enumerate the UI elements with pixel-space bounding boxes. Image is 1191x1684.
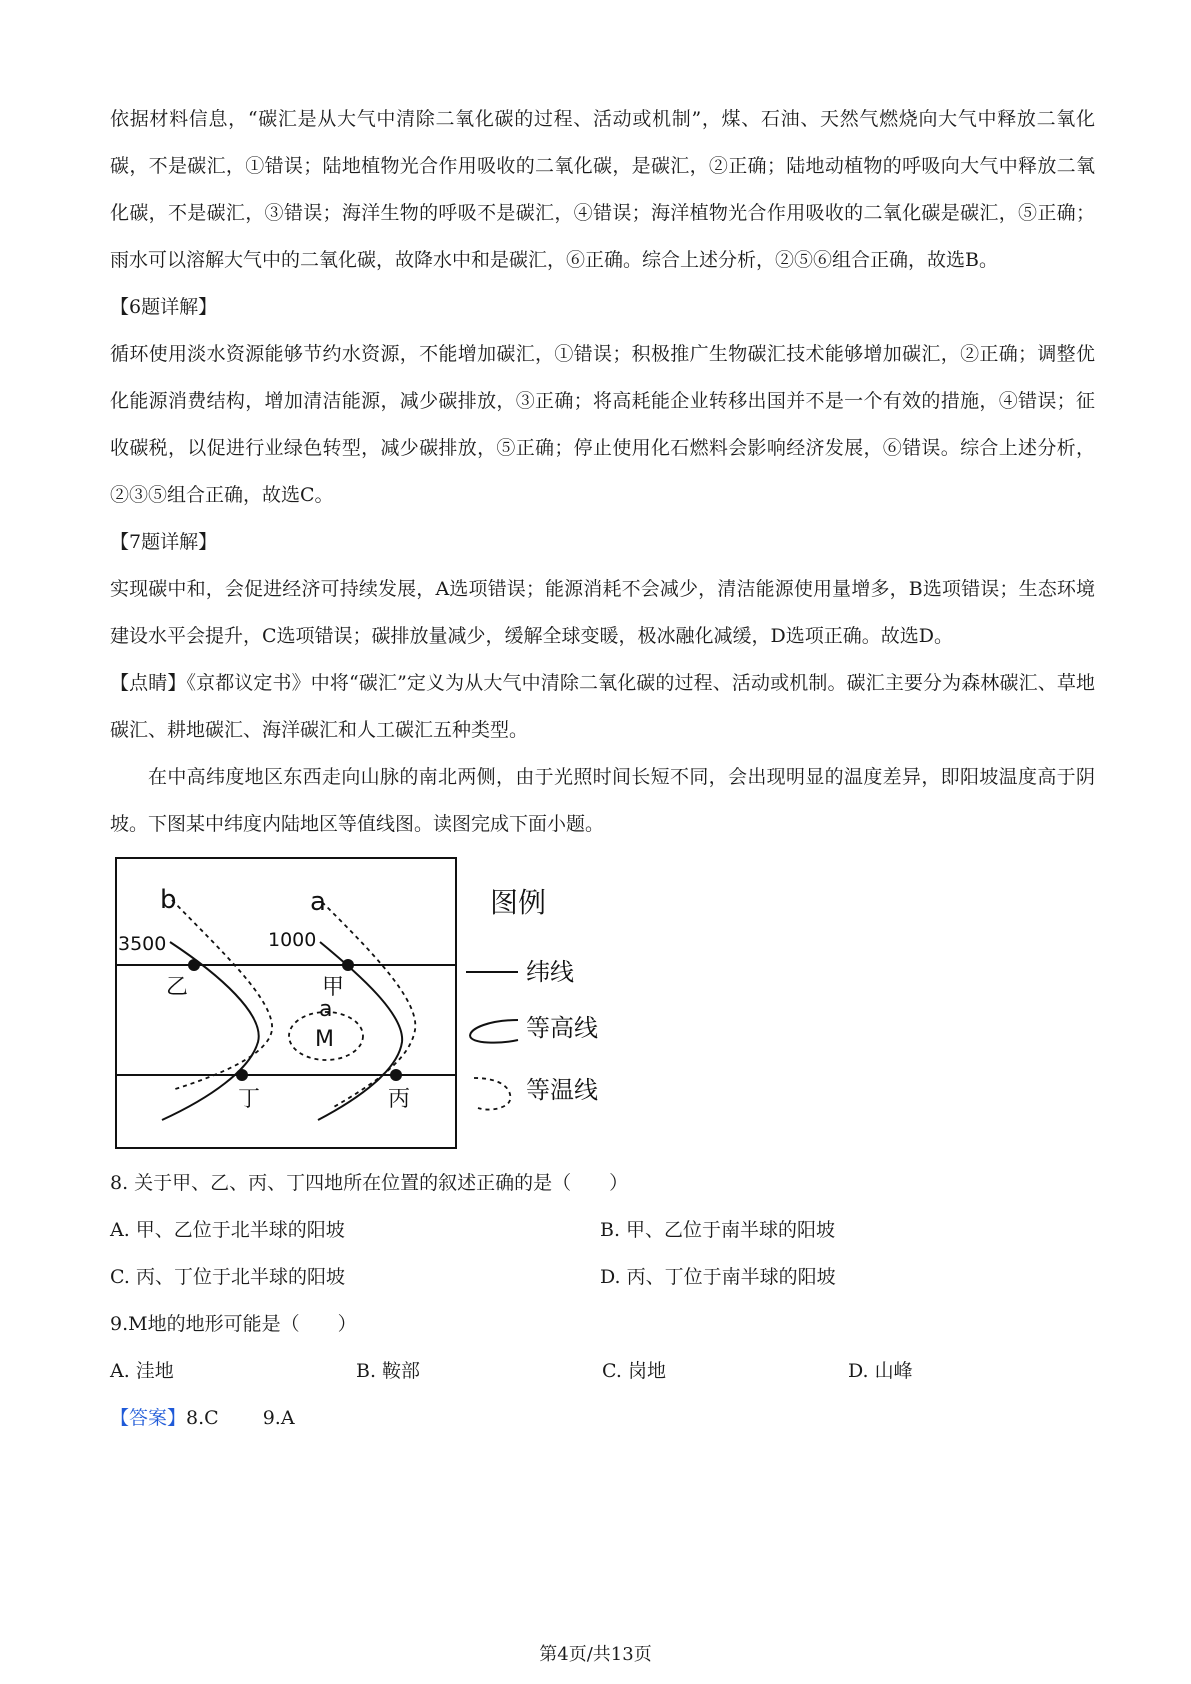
question-9-option-c: C. 岗地 [602, 1360, 666, 1382]
label-M: M [315, 1027, 334, 1052]
explanation-paragraph-7: 实现碳中和，会促进经济可持续发展，A选项错误；能源消耗不会减少，清洁能源使用量增多，B选项错误；生态环境建设水平会提升，C选项错误；碳排放量减少，缓解全球变暖，极冰融化减缓，D选项正确。故选D。 [110, 578, 1095, 647]
point-jia [342, 959, 354, 971]
legend-isotherm-symbol [474, 1078, 510, 1110]
explanation-paragraph-5: 依据材料信息，“碳汇是从大气中清除二氧化碳的过程、活动或机制”，煤、石油、天然气燃烧向大气中释放二氧化碳，不是碳汇，①错误；陆地植物光合作用吸收的二氧化碳，是碳汇，②正确；陆地动植物的呼吸向大气中释放二氧化碳，不是碳汇，③错误；海洋生物的呼吸不是碳汇，④错误；海洋植物光合作用吸收的二氧化碳是碳汇，⑤正确；雨水可以溶解大气中的二氧化碳，故降水中和是碳汇，⑥正确。综合上述分析，②⑤⑥组合正确，故选B。 [110, 108, 1095, 271]
label-3500: 3500 [118, 933, 167, 955]
page-content [110, 96, 1095, 1442]
page-footer: 第4页/共13页 [539, 1644, 652, 1665]
intro-paragraph: 在中高纬度地区东西走向山脉的南北两侧，由于光照时间长短不同，会出现明显的温度差异，即阳坡温度高于阴坡。下图某中纬度内陆地区等值线图。读图完成下面小题。 [110, 766, 1095, 835]
label-b: b [160, 885, 177, 915]
answer-q8: 8.C [186, 1407, 219, 1429]
question-8-options-row-2 [110, 1254, 1095, 1301]
point-yi [188, 959, 200, 971]
label-bing: 丙 [388, 1087, 411, 1112]
heading-q7-detail: 【7题详解】 [110, 531, 218, 553]
heading-q6-detail: 【6题详解】 [110, 296, 218, 318]
legend-isotherm-label: 等温线 [526, 1076, 598, 1104]
label-jia: 甲 [322, 975, 345, 1000]
tip-paragraph: 【点睛】《京都议定书》中将“碳汇”定义为从大气中清除二氧化碳的过程、活动或机制。碳汇主要分为森林碳汇、草地碳汇、耕地碳汇、海洋碳汇和人工碳汇五种类型。 [110, 672, 1095, 741]
question-8-option-b: B. 甲、乙位于南半球的阳坡 [600, 1219, 836, 1241]
question-9-option-a: A. 洼地 [110, 1360, 174, 1382]
answer-tag: 【答案】 [110, 1407, 187, 1429]
legend-contour-label: 等高线 [526, 1014, 598, 1042]
answer-line [110, 1395, 1095, 1442]
label-1000: 1000 [268, 929, 317, 951]
question-8-options-row-1 [110, 1207, 1095, 1254]
label-ding: 丁 [238, 1087, 261, 1112]
label-yi: 乙 [166, 975, 189, 1000]
contour-map-svg [110, 850, 670, 1160]
point-bing [390, 1069, 402, 1081]
contour-map-figure [110, 850, 670, 1160]
question-9-options [110, 1348, 1095, 1395]
question-9-option-b: B. 鞍部 [356, 1360, 421, 1382]
question-8-option-a: A. 甲、乙位于北半球的阳坡 [110, 1219, 345, 1241]
label-a-inner: a [319, 997, 333, 1022]
legend-contour-symbol [470, 1020, 518, 1043]
legend-latitude-label: 纬线 [526, 958, 574, 986]
label-a: a [310, 887, 326, 917]
legend-title: 图例 [490, 886, 547, 919]
question-8-option-d: D. 丙、丁位于南半球的阳坡 [600, 1266, 836, 1288]
question-8-option-c: C. 丙、丁位于北半球的阳坡 [110, 1266, 345, 1288]
point-ding [236, 1069, 248, 1081]
explanation-paragraph-6: 循环使用淡水资源能够节约水资源，不能增加碳汇，①错误；积极推广生物碳汇技术能够增加碳汇，②正确；调整优化能源消费结构，增加清洁能源，减少碳排放，③正确；将高耗能企业转移出国并不是一个有效的措施，④错误；征收碳税，以促进行业绿色转型，减少碳排放，⑤正确；停止使用化石燃料会影响经济发展，⑥错误。综合上述分析，②③⑤组合正确，故选C。 [110, 343, 1095, 506]
question-9-stem: 9.M地的地形可能是（ ） [110, 1313, 357, 1335]
question-8-stem: 8. 关于甲、乙、丙、丁四地所在位置的叙述正确的是（ ） [110, 1172, 629, 1194]
question-9-option-d: D. 山峰 [848, 1360, 913, 1382]
answer-q9: 9.A [262, 1407, 295, 1429]
